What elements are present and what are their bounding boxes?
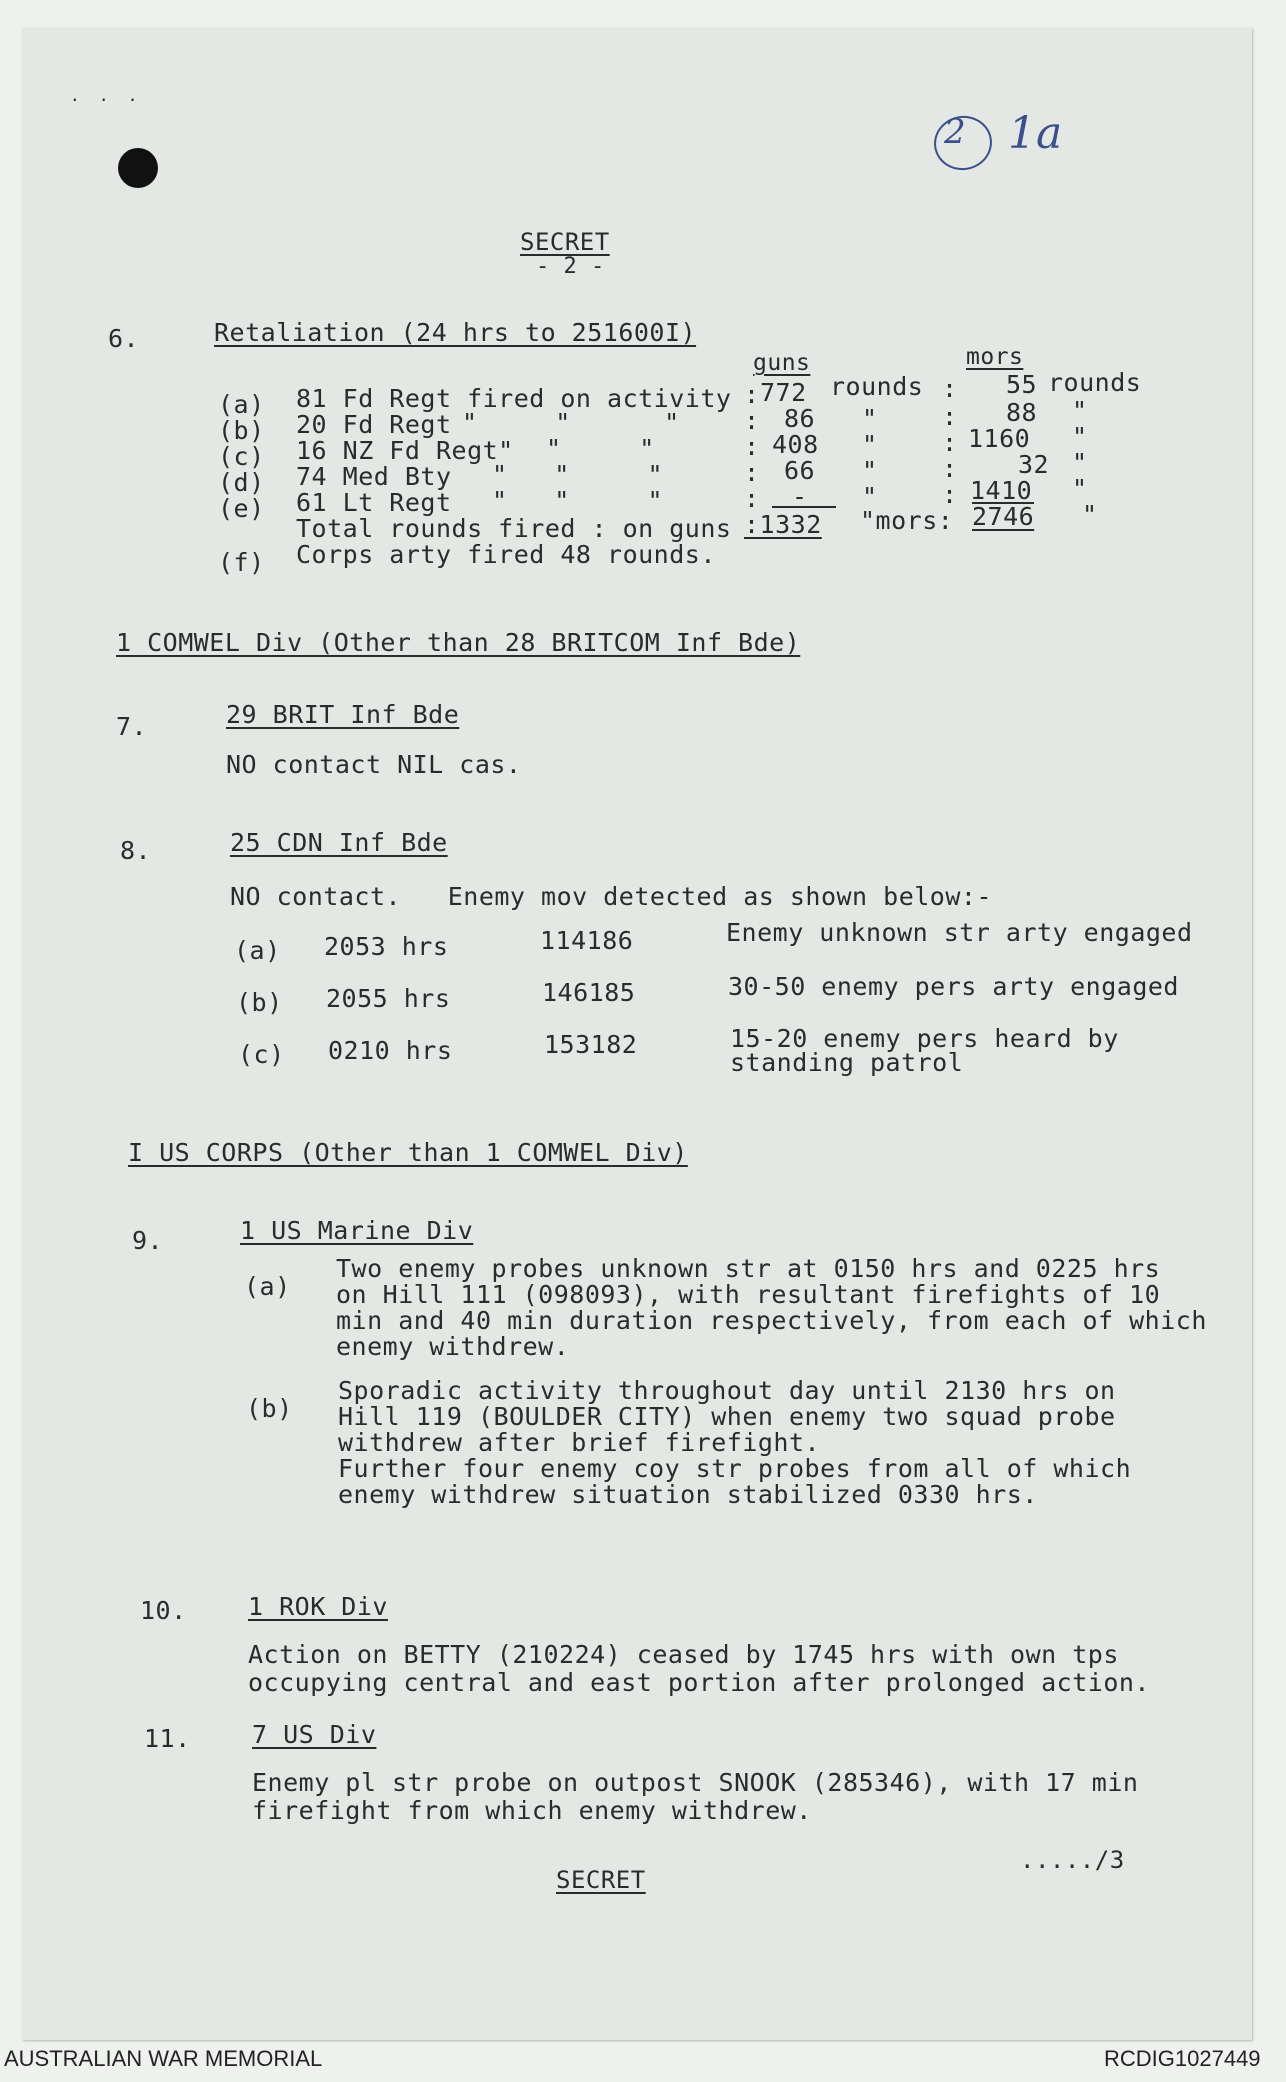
section-9a-line: min and 40 min duration respectively, from each of which <box>336 1306 1207 1335</box>
row-label: (c) <box>218 442 265 471</box>
section-11-line: Enemy pl str probe on outpost SNOOK (285346), with 17 min <box>252 1768 1139 1797</box>
section-9b-line: withdrew after brief firefight. <box>338 1428 821 1457</box>
row-separator: : <box>744 406 760 435</box>
row-unit: 61 Lt Regt <box>296 488 452 517</box>
section-10-title: 1 ROK Div <box>248 1592 388 1621</box>
section-8-intro: NO contact. Enemy mov detected as shown below:- <box>230 882 993 911</box>
row-mors-unit: " <box>1072 422 1088 451</box>
footer-record-id: RCDIG1027449 <box>1104 2046 1261 2071</box>
movement-time: 2055 hrs <box>326 984 451 1013</box>
section-6-title: Retaliation (24 hrs to 251600I) <box>214 318 697 347</box>
header-page-number: - 2 - <box>536 254 605 279</box>
section-9a-line: enemy withdrew. <box>336 1332 570 1361</box>
movement-label: (c) <box>238 1040 285 1069</box>
row-guns-unit: rounds <box>830 372 924 401</box>
movement-time: 2053 hrs <box>324 932 449 961</box>
row-separator: : <box>744 432 760 461</box>
row-guns-unit: " <box>862 482 878 511</box>
total-mors-value: 2746 <box>972 502 1035 531</box>
total-guns-value: :1332 <box>744 510 822 539</box>
section-9a-label: (a) <box>244 1272 291 1301</box>
document-sheet <box>22 28 1252 2040</box>
row-unit: 81 Fd Regt fired on activity <box>296 384 732 413</box>
movement-time: 0210 hrs <box>328 1036 453 1065</box>
section-10-line: occupying central and east portion after prolonged action. <box>248 1668 1150 1697</box>
section-9b-line: enemy withdrew situation stabilized 0330 hrs. <box>338 1480 1038 1509</box>
continued-marker: ...../3 <box>1020 1846 1125 1874</box>
row-guns-unit: " <box>862 456 878 485</box>
section-8-title: 25 CDN Inf Bde <box>230 828 448 857</box>
section-9-number: 9. <box>132 1226 164 1255</box>
bottom-classification: SECRET <box>556 1866 646 1894</box>
header-classification: SECRET <box>520 228 610 256</box>
row-separator: : <box>942 454 958 483</box>
guns-sum-line <box>772 506 836 508</box>
section-9b-line: Further four enemy coy str probes from all of which <box>338 1454 1132 1483</box>
row-guns-value: 66 <box>784 456 816 485</box>
footer-archive-name: AUSTRALIAN WAR MEMORIAL <box>4 2046 323 2071</box>
section-9-title: 1 US Marine Div <box>240 1216 474 1245</box>
row-label: (e) <box>218 494 265 523</box>
row-guns-value: 408 <box>772 430 819 459</box>
section-9b-line: Hill 119 (BOULDER CITY) when enemy two squad probe <box>338 1402 1116 1431</box>
handwritten-circled-number: 2 <box>944 112 966 152</box>
total-end-ditto: " <box>1082 500 1098 529</box>
corner-marks: . . . <box>70 86 138 105</box>
corps-arty-text: Corps arty fired 48 rounds. <box>296 540 716 569</box>
row-separator: : <box>942 374 958 403</box>
row-label: (f) <box>218 548 265 577</box>
row-guns-value: - <box>792 482 808 511</box>
row-separator: : <box>942 428 958 457</box>
handwritten-annotation: 1a <box>1008 108 1063 159</box>
section-10-line: Action on BETTY (210224) ceased by 1745 hrs with own tps <box>248 1640 1119 1669</box>
row-guns-value: 772 <box>760 378 807 407</box>
section-11-line: firefight from which enemy withdrew. <box>252 1796 812 1825</box>
guns-column-header: guns <box>753 350 811 376</box>
row-label: (d) <box>218 468 265 497</box>
row-mors-unit: " <box>1072 448 1088 477</box>
row-label: (b) <box>218 416 265 445</box>
section-9a-line: on Hill 111 (098093), with resultant firefights of 10 <box>336 1280 1161 1309</box>
section-9a-line: Two enemy probes unknown str at 0150 hrs and 0225 hrs <box>336 1254 1161 1283</box>
section-7-number: 7. <box>116 712 148 741</box>
punch-hole <box>118 148 158 188</box>
row-mors-value: 55 <box>1006 370 1038 399</box>
row-separator: : <box>744 458 760 487</box>
row-guns-value: 86 <box>784 404 816 433</box>
row-ditto-marks: " " " <box>492 460 664 489</box>
row-mors-unit: rounds <box>1048 368 1142 397</box>
movement-grid-ref: 146185 <box>542 978 636 1007</box>
section-7-body: NO contact NIL cas. <box>226 750 522 779</box>
mors-column-header: mors <box>966 344 1024 370</box>
us-corps-heading: I US CORPS (Other than 1 COMWEL Div) <box>128 1138 688 1167</box>
row-unit: 16 NZ Fd Regt" <box>296 436 514 465</box>
row-ditto-marks: " " <box>546 434 655 463</box>
section-9b-line: Sporadic activity throughout day until 2130 hrs on <box>338 1376 1116 1405</box>
row-mors-value: 1410 <box>970 476 1033 505</box>
row-ditto-marks: " " " <box>462 408 680 437</box>
section-10-number: 10. <box>140 1596 187 1625</box>
row-separator: : <box>942 402 958 431</box>
row-mors-value: 32 <box>1018 450 1050 479</box>
row-unit: 74 Med Bty <box>296 462 452 491</box>
total-rounds-label: Total rounds fired : on guns <box>296 514 732 543</box>
movement-grid-ref: 114186 <box>540 926 634 955</box>
row-mors-unit: " <box>1072 474 1088 503</box>
comwel-div-heading: 1 COMWEL Div (Other than 28 BRITCOM Inf Bde) <box>116 628 801 657</box>
section-11-title: 7 US Div <box>252 1720 377 1749</box>
row-guns-unit: " <box>862 404 878 433</box>
movement-description: 30-50 enemy pers arty engaged <box>728 972 1179 1001</box>
row-mors-unit: " <box>1072 396 1088 425</box>
section-7-title: 29 BRIT Inf Bde <box>226 700 460 729</box>
section-9b-label: (b) <box>246 1394 293 1423</box>
total-mors-label: "mors: <box>860 506 954 535</box>
section-11-number: 11. <box>144 1724 191 1753</box>
movement-description-cont: standing patrol <box>730 1048 964 1077</box>
movement-grid-ref: 153182 <box>544 1030 638 1059</box>
row-ditto-marks: " " " <box>492 486 664 515</box>
row-separator: : <box>942 480 958 509</box>
row-guns-unit: " <box>862 430 878 459</box>
row-separator: : <box>744 380 760 409</box>
movement-description: 15-20 enemy pers heard by <box>730 1024 1119 1053</box>
movement-description: Enemy unknown str arty engaged <box>726 918 1193 947</box>
row-separator: : <box>744 484 760 513</box>
section-6-number: 6. <box>108 324 140 353</box>
row-mors-value: 1160 <box>968 424 1031 453</box>
movement-label: (b) <box>236 988 283 1017</box>
row-unit: 20 Fd Regt <box>296 410 452 439</box>
movement-label: (a) <box>234 936 281 965</box>
row-label: (a) <box>218 390 265 419</box>
section-8-number: 8. <box>120 836 152 865</box>
row-mors-value: 88 <box>1006 398 1038 427</box>
